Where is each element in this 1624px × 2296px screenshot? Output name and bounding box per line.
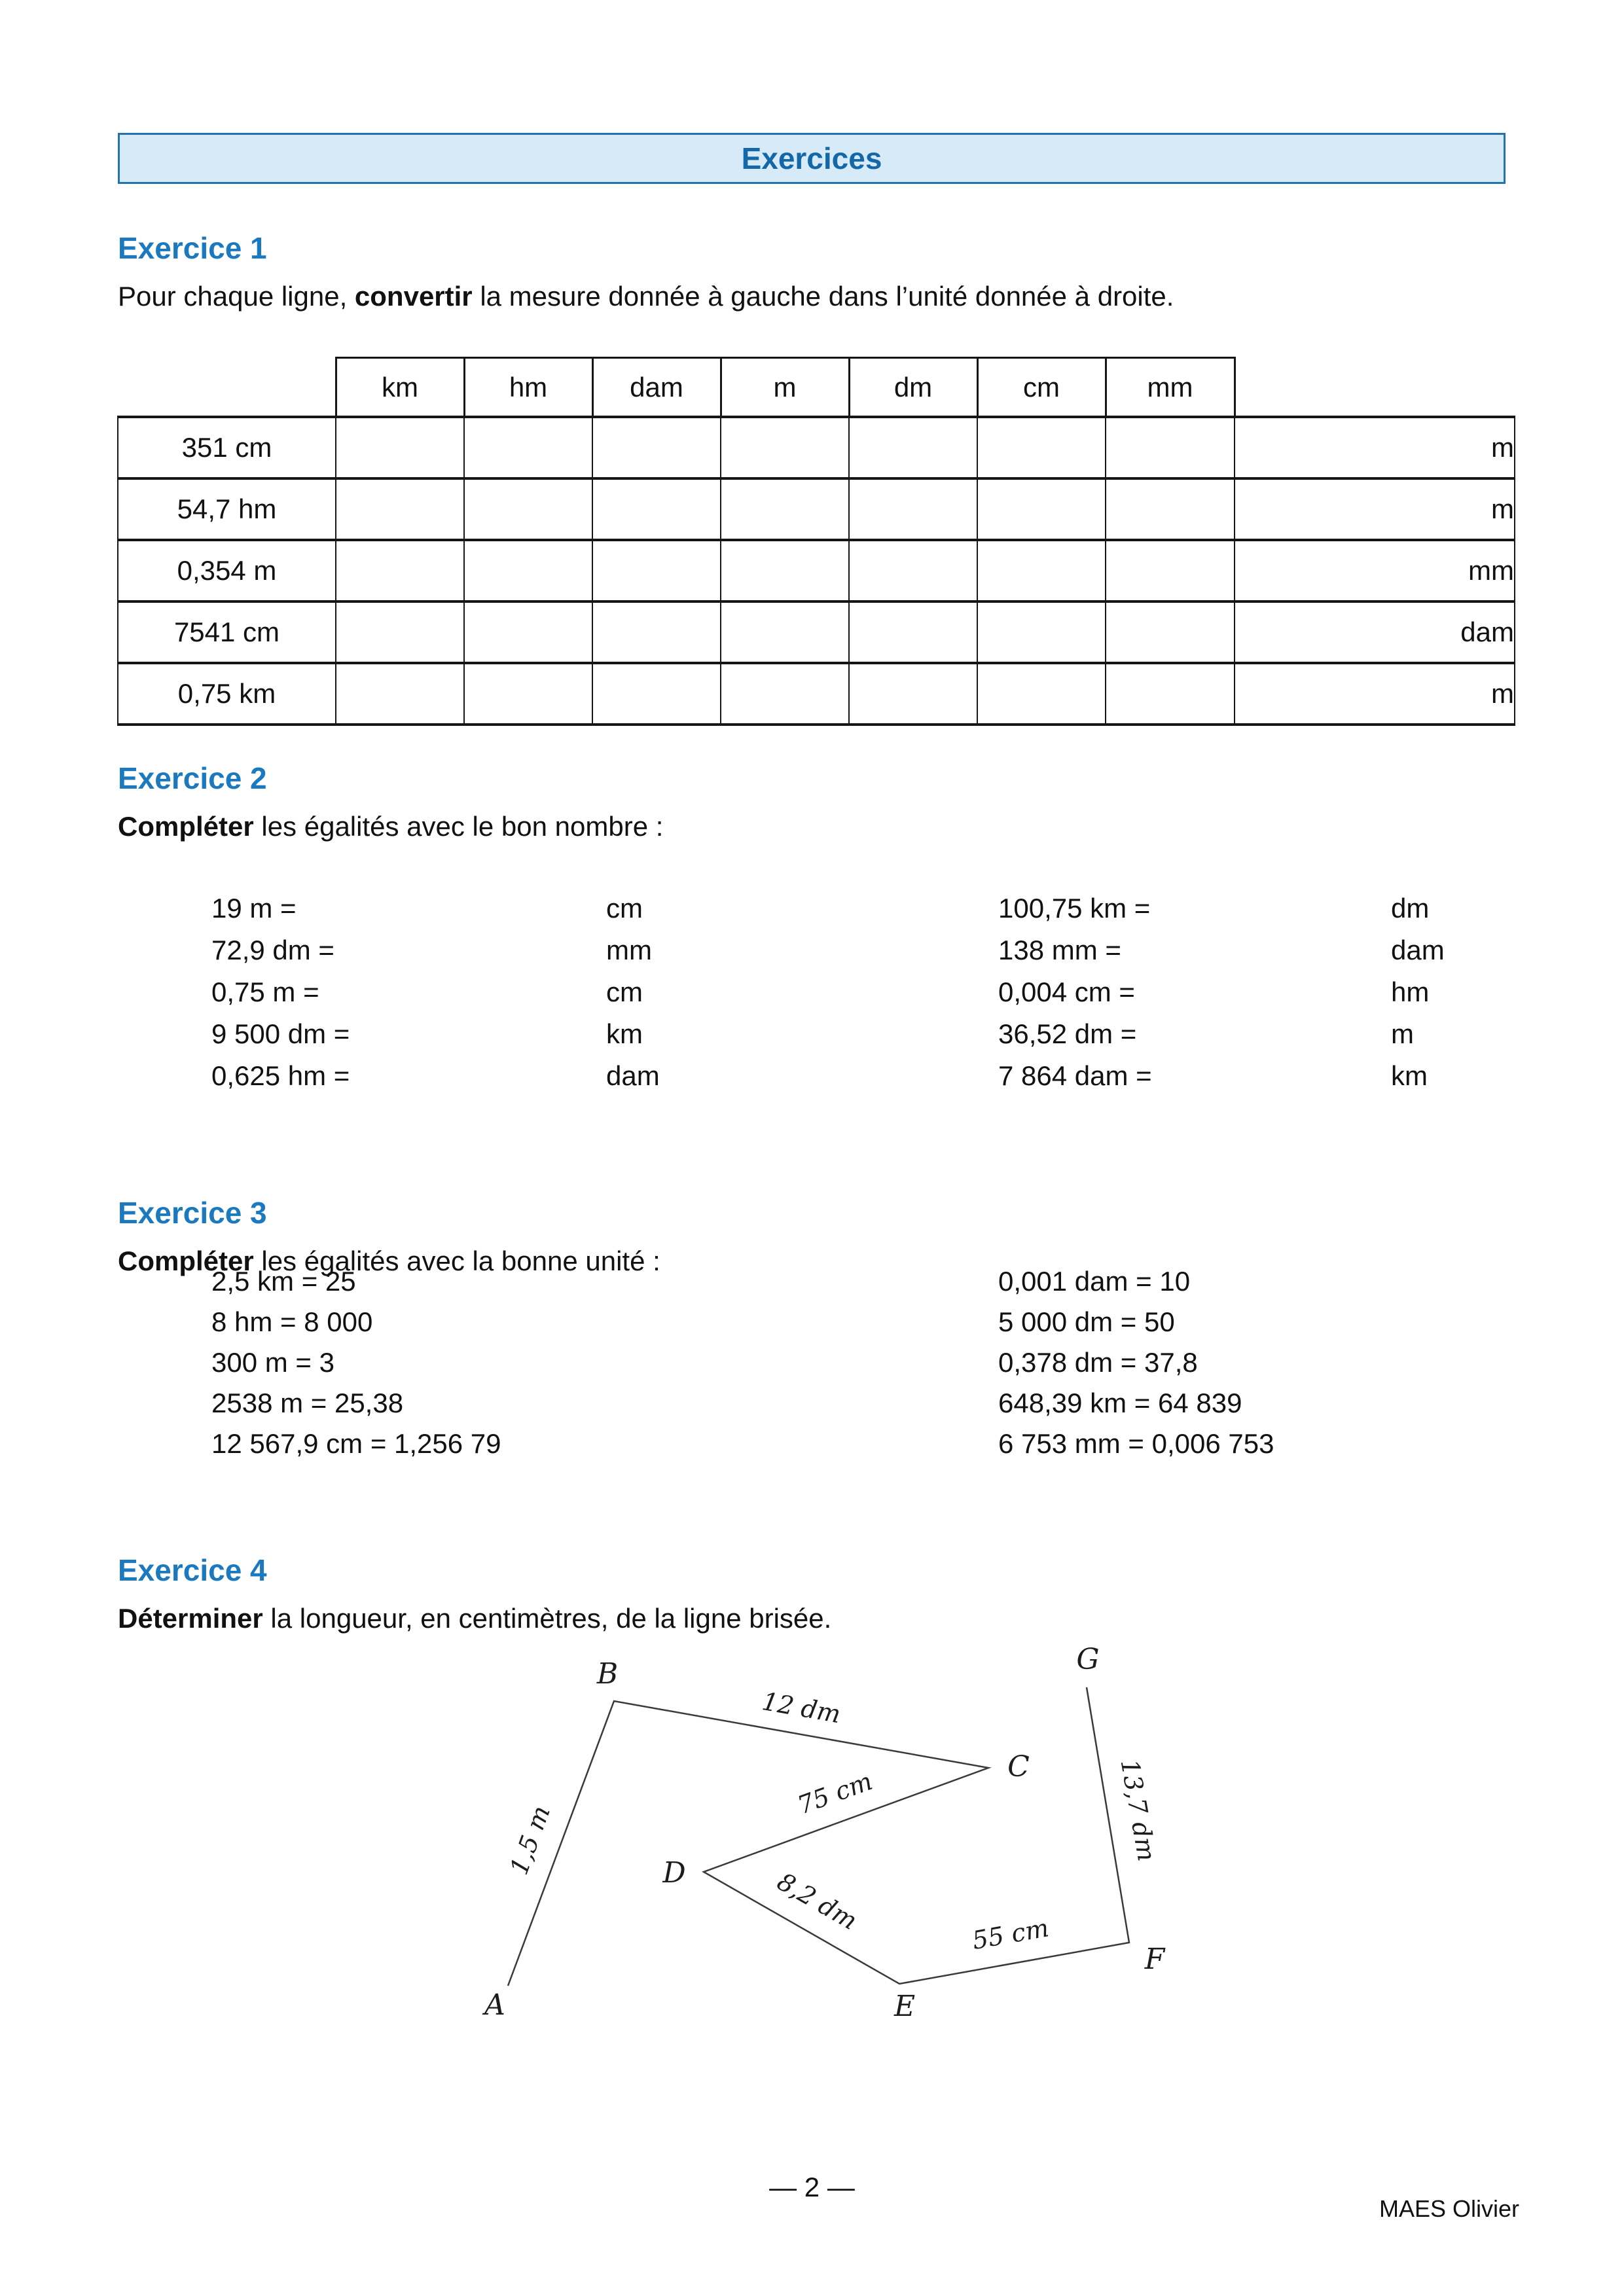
- equality-given: 7 864 dam =: [998, 1060, 1152, 1091]
- equality-unit: cm: [606, 893, 643, 924]
- answer-cell: [592, 663, 721, 725]
- unit-header-hm: hm: [464, 358, 592, 418]
- unit-header-m: m: [721, 358, 849, 418]
- exercise3-heading: Exercice 3: [118, 1196, 267, 1230]
- answer-cell: [464, 540, 592, 601]
- exercise1-intro-suffix: la mesure donnée à gauche dans l’unité donnée à droite.: [472, 281, 1174, 312]
- answer-cell: [721, 417, 849, 478]
- row-target-unit: m: [1235, 663, 1515, 725]
- broken-line-figure: [393, 1636, 1244, 2029]
- answer-cell: [1106, 478, 1235, 540]
- table-corner-left: [118, 358, 336, 418]
- equality-given: 72,9 dm =: [211, 935, 334, 965]
- equality-given: 138 mm =: [998, 935, 1121, 965]
- point-label-D: D: [662, 1856, 686, 1890]
- exercise1-intro-prefix: Pour chaque ligne,: [118, 281, 355, 312]
- unit-header-cm: cm: [977, 358, 1106, 418]
- answer-cell: [464, 601, 592, 663]
- answer-cell: [977, 663, 1106, 725]
- segment-label-EF: 55 cm: [969, 1913, 1051, 1956]
- exercise4-heading: Exercice 4: [118, 1553, 267, 1587]
- answer-cell: [336, 601, 464, 663]
- equality-given: 0,75 m =: [211, 977, 319, 1007]
- answer-cell: [464, 417, 592, 478]
- equality: 300 m = 3: [211, 1347, 334, 1378]
- answer-cell: [849, 478, 977, 540]
- unit-header-dm: dm: [849, 358, 977, 418]
- conversion-table: [117, 357, 1515, 726]
- row-target-unit: dam: [1235, 601, 1515, 663]
- equality-given: 0,004 cm =: [998, 977, 1135, 1007]
- table-corner-right: [1235, 358, 1515, 418]
- row-target-unit: m: [1235, 417, 1515, 478]
- equality-unit: km: [1391, 1060, 1428, 1091]
- answer-cell: [849, 540, 977, 601]
- equality-unit: dam: [606, 1060, 660, 1091]
- equality: 5 000 dm = 50: [998, 1306, 1175, 1337]
- answer-cell: [1106, 663, 1235, 725]
- segment-label-DE: 8,2 dm: [772, 1867, 863, 1936]
- exercise4-intro: [118, 1602, 831, 1635]
- answer-cell: [721, 663, 849, 725]
- answer-cell: [977, 417, 1106, 478]
- equality-unit: cm: [606, 977, 643, 1007]
- table-row: [118, 540, 1515, 601]
- equality: 648,39 km = 64 839: [998, 1388, 1242, 1418]
- equality-given: 36,52 dm =: [998, 1018, 1137, 1049]
- row-given: 54,7 hm: [118, 478, 336, 540]
- answer-cell: [977, 601, 1106, 663]
- equality-unit: mm: [606, 935, 652, 965]
- exercise1-intro: [118, 280, 1174, 313]
- answer-cell: [1106, 601, 1235, 663]
- point-label-E: E: [893, 1990, 916, 2023]
- segment-label-FG: 13,7 dm: [1115, 1757, 1162, 1863]
- row-given: 0,354 m: [118, 540, 336, 601]
- row-target-unit: m: [1235, 478, 1515, 540]
- answer-cell: [336, 540, 464, 601]
- answer-cell: [1106, 417, 1235, 478]
- answer-cell: [592, 601, 721, 663]
- segment-label-AB: 1,5 m: [504, 1802, 556, 1879]
- unit-header-mm: mm: [1106, 358, 1235, 418]
- exercise4-intro-suffix: la longueur, en centimètres, de la ligne brisée.: [262, 1603, 832, 1634]
- exercise2-intro-bold: Compléter: [118, 811, 254, 842]
- exercise2-intro-suffix: les égalités avec le bon nombre :: [253, 811, 664, 842]
- row-given: 351 cm: [118, 417, 336, 478]
- answer-cell: [721, 478, 849, 540]
- exercise3-intro-bold: Compléter: [118, 1246, 254, 1276]
- table-header-row: [118, 358, 1515, 418]
- table-row: [118, 417, 1515, 478]
- table-row: [118, 601, 1515, 663]
- answer-cell: [721, 540, 849, 601]
- equality-given: 0,625 hm =: [211, 1060, 350, 1091]
- table-row: [118, 663, 1515, 725]
- exercise4-intro-bold: Déterminer: [118, 1603, 263, 1634]
- equality: 6 753 mm = 0,006 753: [998, 1428, 1274, 1459]
- equality: 0,001 dam = 10: [998, 1266, 1191, 1297]
- exercise1-intro-bold: convertir: [354, 281, 473, 312]
- exercise3-intro-suffix: les égalités avec la bonne unité :: [253, 1246, 660, 1276]
- equality-unit: dam: [1391, 935, 1445, 965]
- answer-cell: [849, 663, 977, 725]
- segment-label-CD: 75 cm: [793, 1766, 876, 1820]
- point-label-C: C: [1007, 1750, 1030, 1784]
- answer-cell: [464, 478, 592, 540]
- answer-cell: [592, 478, 721, 540]
- answer-cell: [977, 540, 1106, 601]
- exercises-banner: [118, 133, 1506, 184]
- equality-unit: m: [1391, 1018, 1414, 1049]
- equality: 0,378 dm = 37,8: [998, 1347, 1198, 1378]
- equality-given: 19 m =: [211, 893, 297, 924]
- answer-cell: [849, 417, 977, 478]
- page-number: — 2 —: [769, 2172, 855, 2202]
- exercise2-heading: Exercice 2: [118, 761, 267, 795]
- row-given: 0,75 km: [118, 663, 336, 725]
- equality-unit: hm: [1391, 977, 1430, 1007]
- point-label-G: G: [1076, 1643, 1100, 1676]
- answer-cell: [849, 601, 977, 663]
- point-label-B: B: [596, 1657, 619, 1691]
- equality-given: 100,75 km =: [998, 893, 1151, 924]
- answer-cell: [336, 478, 464, 540]
- row-given: 7541 cm: [118, 601, 336, 663]
- equality: 2538 m = 25,38: [211, 1388, 404, 1418]
- answer-cell: [592, 417, 721, 478]
- unit-header-dam: dam: [592, 358, 721, 418]
- equality-unit: km: [606, 1018, 643, 1049]
- answer-cell: [336, 663, 464, 725]
- author-name: MAES Olivier: [1379, 2195, 1519, 2222]
- banner-title: Exercices: [741, 141, 882, 175]
- equality: 12 567,9 cm = 1,256 79: [211, 1428, 501, 1459]
- answer-cell: [336, 417, 464, 478]
- point-label-A: A: [484, 1988, 505, 2022]
- exercise2-equalities: [211, 888, 1445, 1097]
- unit-header-km: km: [336, 358, 464, 418]
- answer-cell: [977, 478, 1106, 540]
- equality: 8 hm = 8 000: [211, 1306, 373, 1337]
- answer-cell: [721, 601, 849, 663]
- exercise3-equalities: [211, 1261, 1274, 1464]
- answer-cell: [592, 540, 721, 601]
- point-label-F: F: [1144, 1943, 1165, 1976]
- segment-label-BC: 12 dm: [759, 1687, 843, 1729]
- exercise2-intro: [118, 810, 663, 843]
- exercise1-heading: Exercice 1: [118, 231, 267, 265]
- table-row: [118, 478, 1515, 540]
- answer-cell: [1106, 540, 1235, 601]
- equality-given: 9 500 dm =: [211, 1018, 350, 1049]
- row-target-unit: mm: [1235, 540, 1515, 601]
- equality: 2,5 km = 25: [211, 1266, 356, 1297]
- equality-unit: dm: [1391, 893, 1430, 924]
- answer-cell: [464, 663, 592, 725]
